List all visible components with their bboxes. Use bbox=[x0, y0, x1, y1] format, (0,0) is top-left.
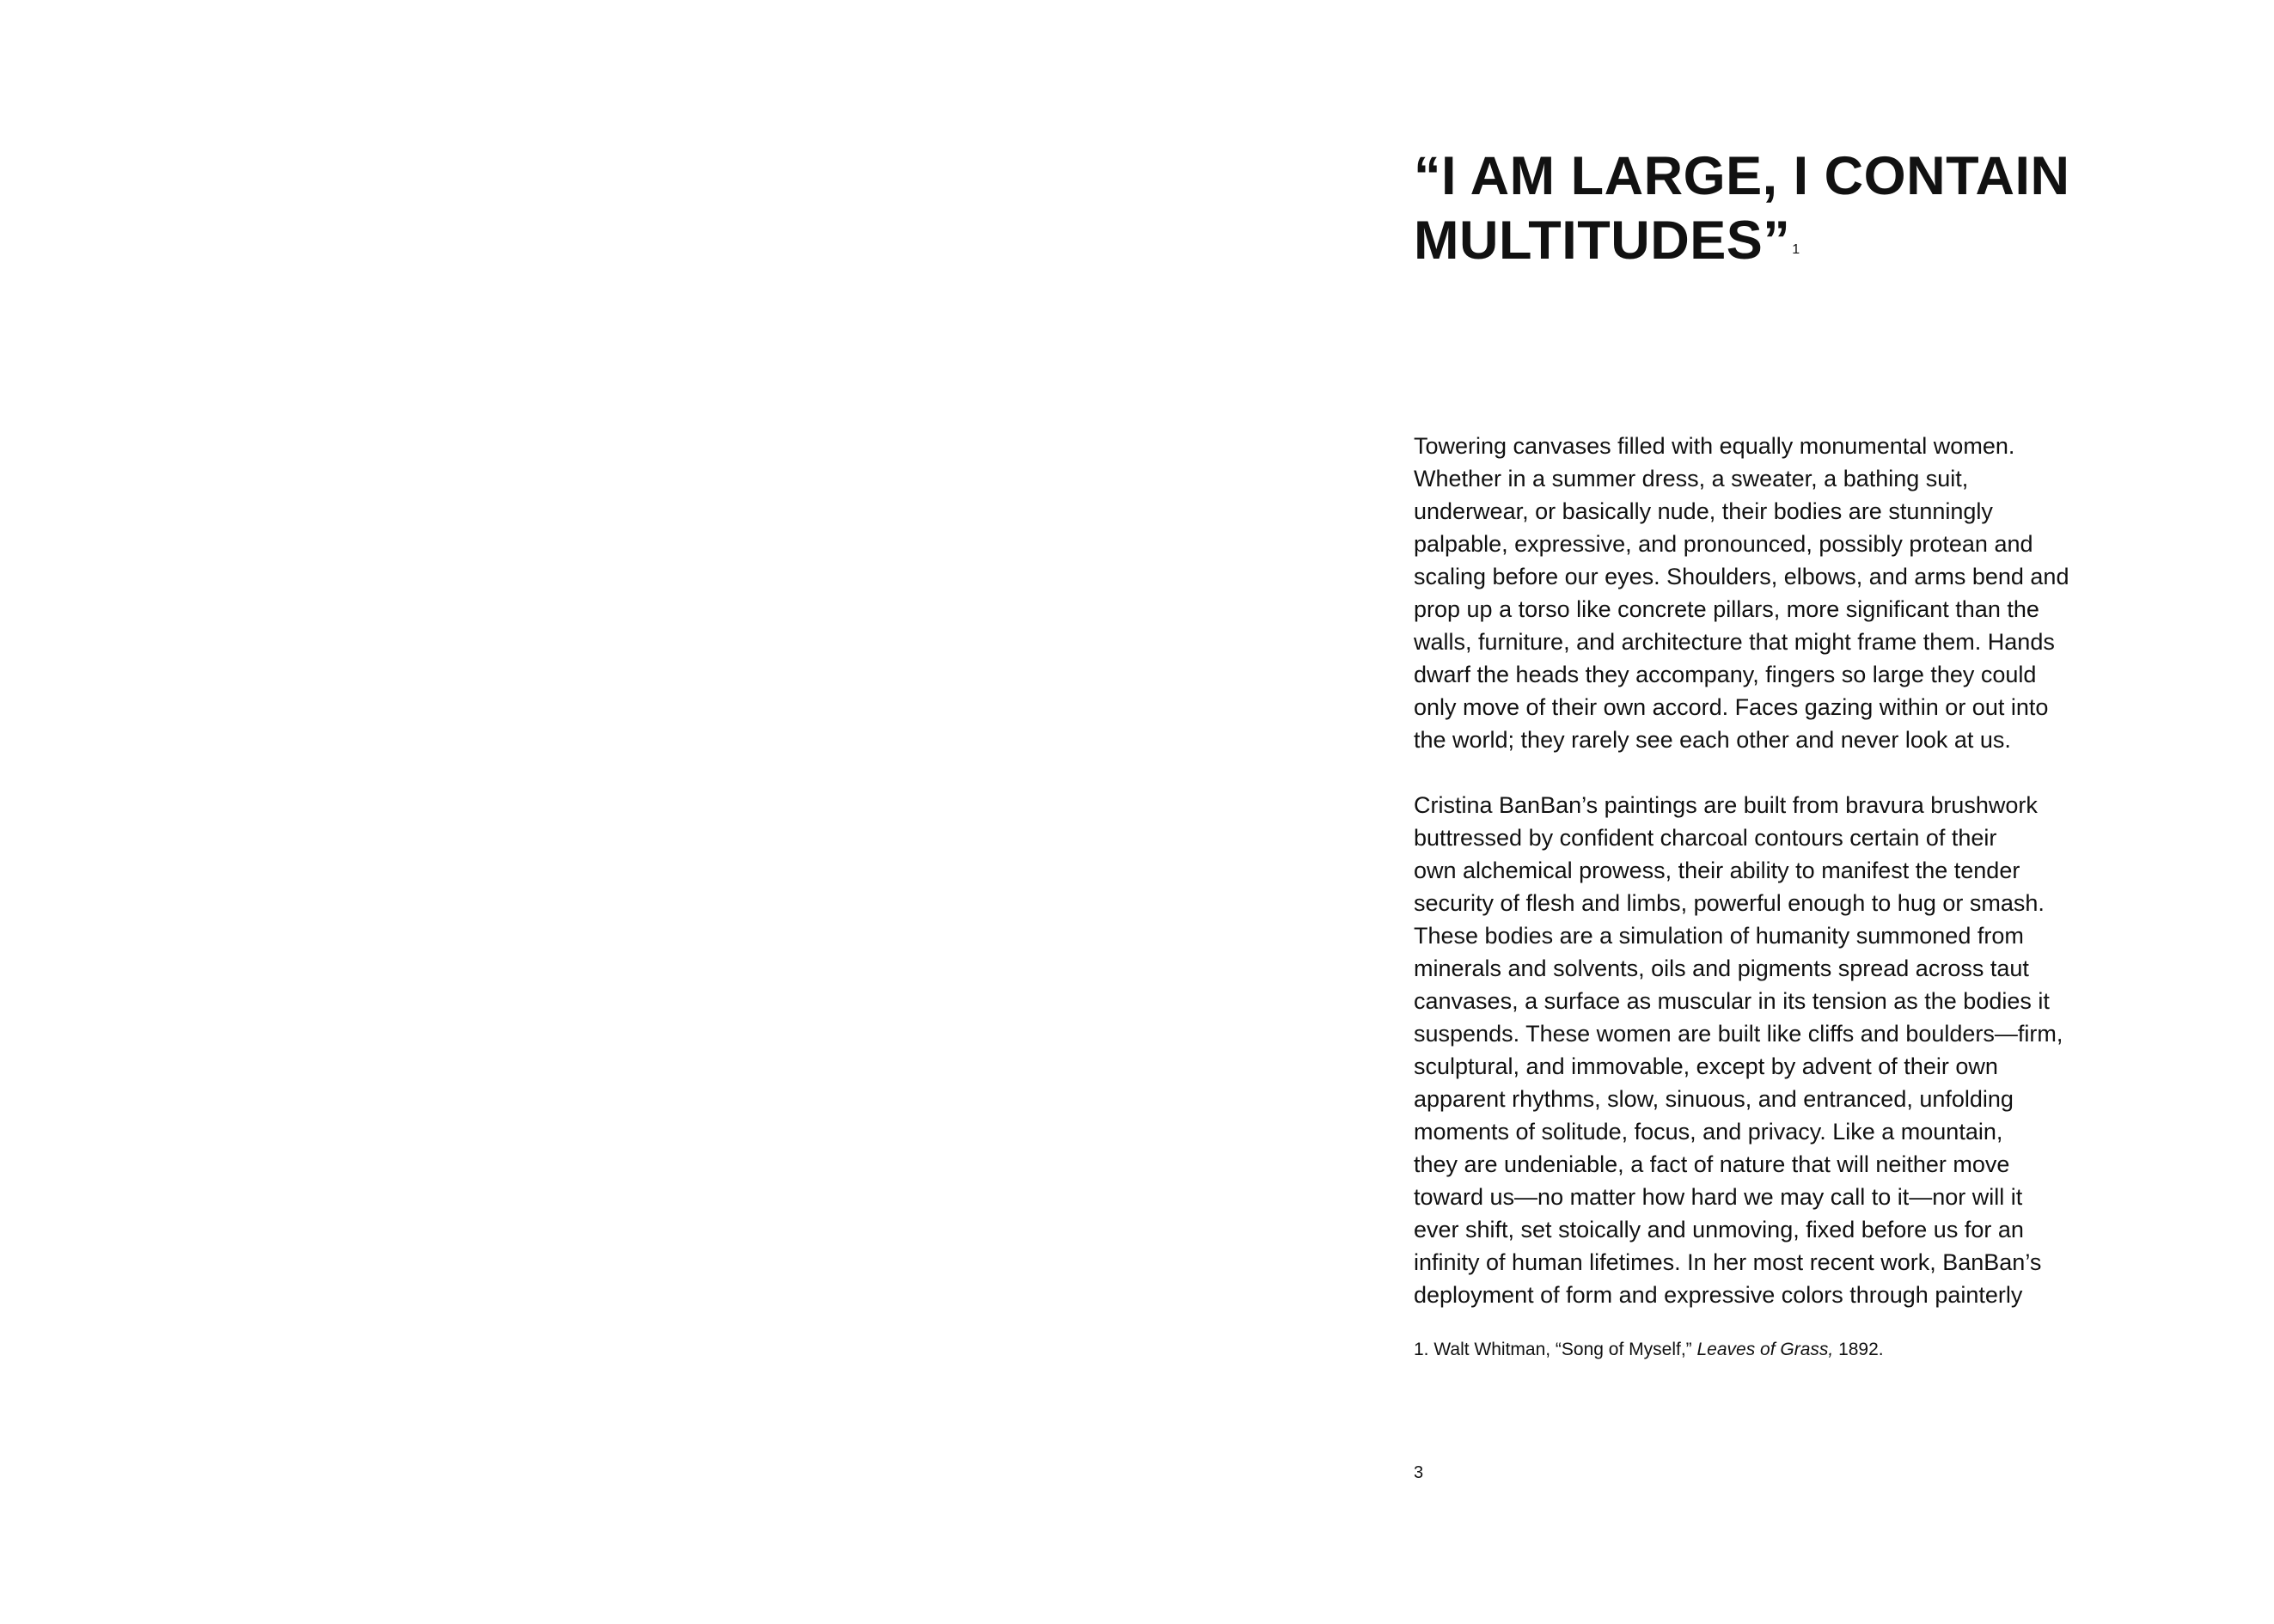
paragraph-line: apparent rhythms, slow, sinuous, and entranced, unfolding bbox=[1414, 1086, 2014, 1112]
paragraph-line: Whether in a summer dress, a sweater, a bathing suit, bbox=[1414, 466, 1969, 491]
paragraph-line: These bodies are a simulation of humanity summoned from bbox=[1414, 923, 2024, 949]
paragraph-line: they are undeniable, a fact of nature that will neither move bbox=[1414, 1151, 2010, 1177]
footnote-reference-mark: 1 bbox=[1792, 242, 1800, 257]
footnote bbox=[1414, 1338, 2170, 1362]
page-number: 3 bbox=[1414, 1463, 1424, 1482]
paragraph-line: palpable, expressive, and pronounced, possibly protean and bbox=[1414, 531, 2033, 557]
paragraph-line: walls, furniture, and architecture that might frame them. Hands bbox=[1414, 629, 2055, 655]
paragraph-line: Cristina BanBan’s paintings are built from bravura brushwork bbox=[1414, 792, 2038, 818]
paragraph-line: suspends. These women are built like cliffs and boulders—firm, bbox=[1414, 1021, 2063, 1047]
footnote-book-title: Leaves of Grass, bbox=[1696, 1340, 1834, 1359]
paragraph-line: only move of their own accord. Faces gazing within or out into bbox=[1414, 694, 2049, 720]
body-text bbox=[1414, 430, 2170, 1344]
paragraph-line: sculptural, and immovable, except by advent of their own bbox=[1414, 1053, 1998, 1079]
paragraph-line: the world; they rarely see each other and never look at us. bbox=[1414, 727, 2011, 753]
paragraph-line: toward us—no matter how hard we may call to it—nor will it bbox=[1414, 1184, 2023, 1210]
paragraph-line: own alchemical prowess, their ability to manifest the tender bbox=[1414, 858, 2020, 883]
paragraph-line: Towering canvases filled with equally monumental women. bbox=[1414, 433, 2015, 459]
paragraph-line: minerals and solvents, oils and pigments spread across taut bbox=[1414, 955, 2029, 981]
paragraph-line: moments of solitude, focus, and privacy. Like a mountain, bbox=[1414, 1119, 2003, 1145]
footnote-year: 1892. bbox=[1833, 1340, 1884, 1359]
chapter-title-line-1: “I AM LARGE, I CONTAIN bbox=[1414, 146, 2070, 206]
paragraph-line: underwear, or basically nude, their bodies are stunningly bbox=[1414, 498, 1993, 524]
chapter-title bbox=[1414, 144, 2170, 273]
chapter-title-line-2 bbox=[1414, 209, 2170, 273]
paragraph-1 bbox=[1414, 430, 2170, 756]
paragraph-line: infinity of human lifetimes. In her most recent work, BanBan’s bbox=[1414, 1249, 2042, 1275]
paragraph-line: buttressed by confident charcoal contours certain of their bbox=[1414, 825, 1997, 851]
paragraph-line: prop up a torso like concrete pillars, more significant than the bbox=[1414, 596, 2039, 622]
right-page bbox=[1137, 0, 2274, 1624]
paragraph-line: canvases, a surface as muscular in its tension as the bodies it bbox=[1414, 988, 2050, 1014]
paragraph-2 bbox=[1414, 789, 2170, 1311]
footnote-text: 1. Walt Whitman, “Song of Myself,” bbox=[1414, 1340, 1697, 1359]
paragraph-line: dwarf the heads they accompany, fingers so large they could bbox=[1414, 662, 2037, 687]
paragraph-line: security of flesh and limbs, powerful enough to hug or smash. bbox=[1414, 890, 2045, 916]
paragraph-line: deployment of form and expressive colors through painterly bbox=[1414, 1282, 2023, 1308]
paragraph-line: ever shift, set stoically and unmoving, fixed before us for an bbox=[1414, 1217, 2024, 1242]
paragraph-line: scaling before our eyes. Shoulders, elbows, and arms bend and bbox=[1414, 564, 2069, 589]
chapter-title-line-2-text: MULTITUDES” bbox=[1414, 211, 1791, 271]
